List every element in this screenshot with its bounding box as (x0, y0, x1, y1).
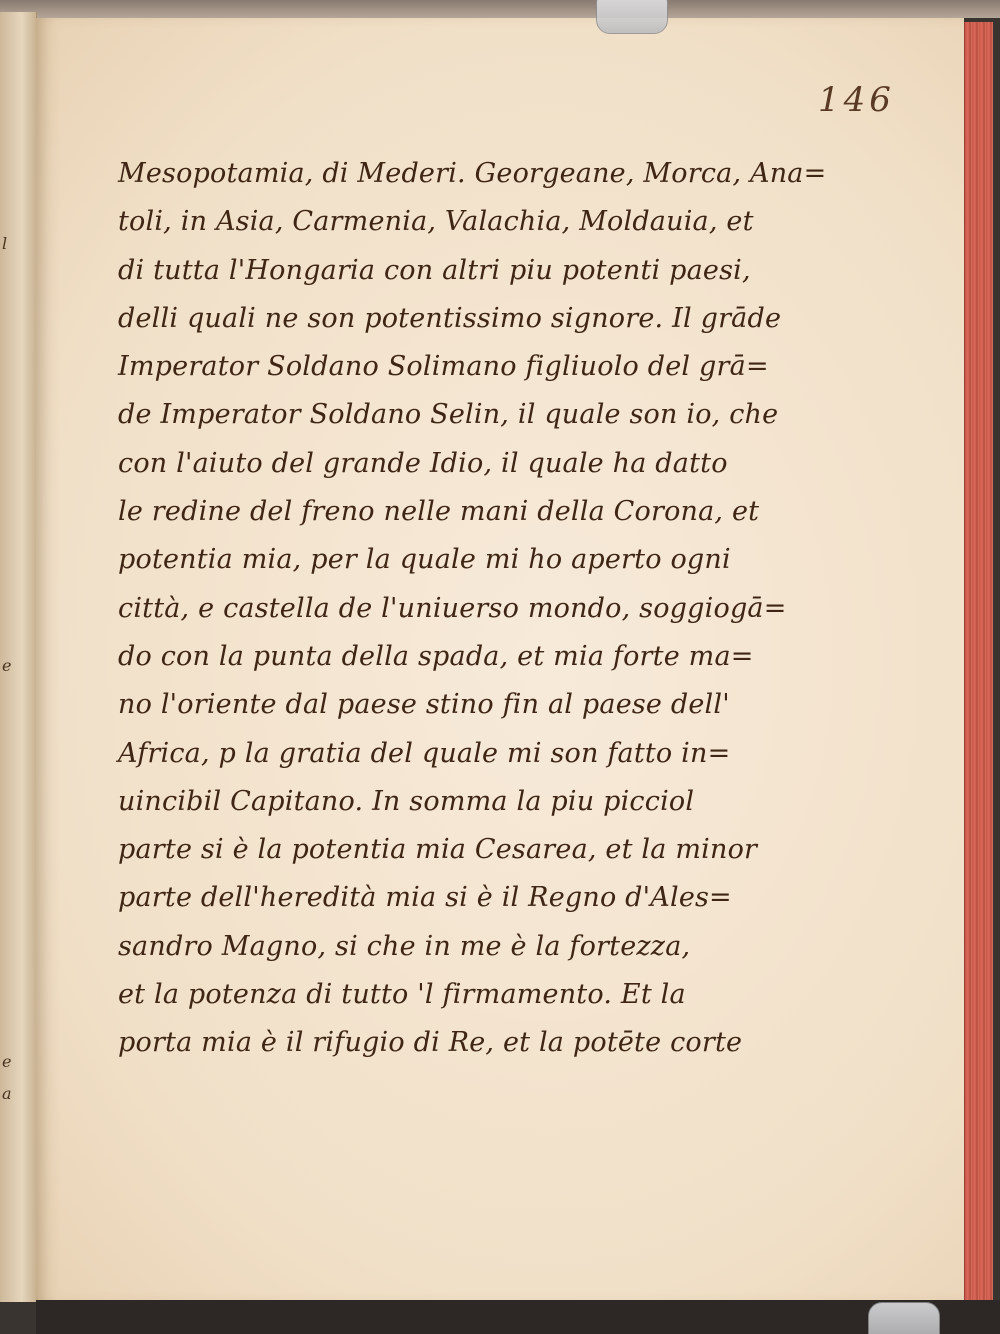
text-line: parte dell'heredità mia si è il Regno d'Ales= (118, 882, 732, 914)
manuscript-text (118, 150, 827, 1068)
text-line: parte si è la potentia mia Cesarea, et la minor (118, 834, 758, 866)
text-line: uincibil Capitano. In somma la piu picciol (118, 785, 695, 817)
text-line: delli quali ne son potentissimo signore. Il grāde (118, 302, 782, 334)
text-line: sandro Magno, si che in me è la fortezza, (118, 930, 691, 962)
text-line: potentia mia, per la quale mi ho aperto ogni (118, 544, 731, 576)
left-page-mark: l (2, 234, 8, 253)
left-page-mark: e (2, 656, 12, 675)
text-line: le redine del freno nelle mani della Corona, et (118, 496, 760, 528)
page-red-edge (964, 22, 993, 1300)
text-line: de Imperator Soldano Selin, il quale son io, che (118, 399, 779, 431)
left-page-mark: a (2, 1084, 12, 1103)
left-page-mark: e (2, 1052, 12, 1071)
left-page-edge (0, 12, 37, 1302)
text-line: Imperator Soldano Solimano figliuolo del grā= (118, 351, 769, 383)
text-line: Mesopotamia, di Mederi. Georgeane, Morca, Ana= (118, 158, 827, 189)
page-clip-bottom (868, 1302, 940, 1334)
text-line: porta mia è il rifugio di Re, et la potēte corte (118, 1027, 743, 1059)
bottom-shadow (36, 1300, 1000, 1334)
text-line: Africa, p la gratia del quale mi son fatto in= (118, 737, 731, 769)
text-line: no l'oriente dal paese stino fin al paese dell' (118, 689, 730, 721)
text-line: con l'aiuto del grande Idio, il quale ha datto (118, 447, 728, 479)
text-line: città, e castella de l'uniuerso mondo, soggiogā= (118, 592, 787, 624)
text-line: et la potenza di tutto 'l firmamento. Et la (118, 979, 686, 1011)
text-line: do con la punta della spada, et mia forte ma= (118, 640, 754, 672)
binding-top-strip (0, 0, 1000, 18)
text-line: di tutta l'Hongaria con altri piu potenti paesi, (118, 254, 751, 286)
page-clip-top (596, 0, 668, 34)
folio-number: 146 (818, 80, 895, 120)
text-line: toli, in Asia, Carmenia, Valachia, Moldauia, et (118, 206, 754, 238)
